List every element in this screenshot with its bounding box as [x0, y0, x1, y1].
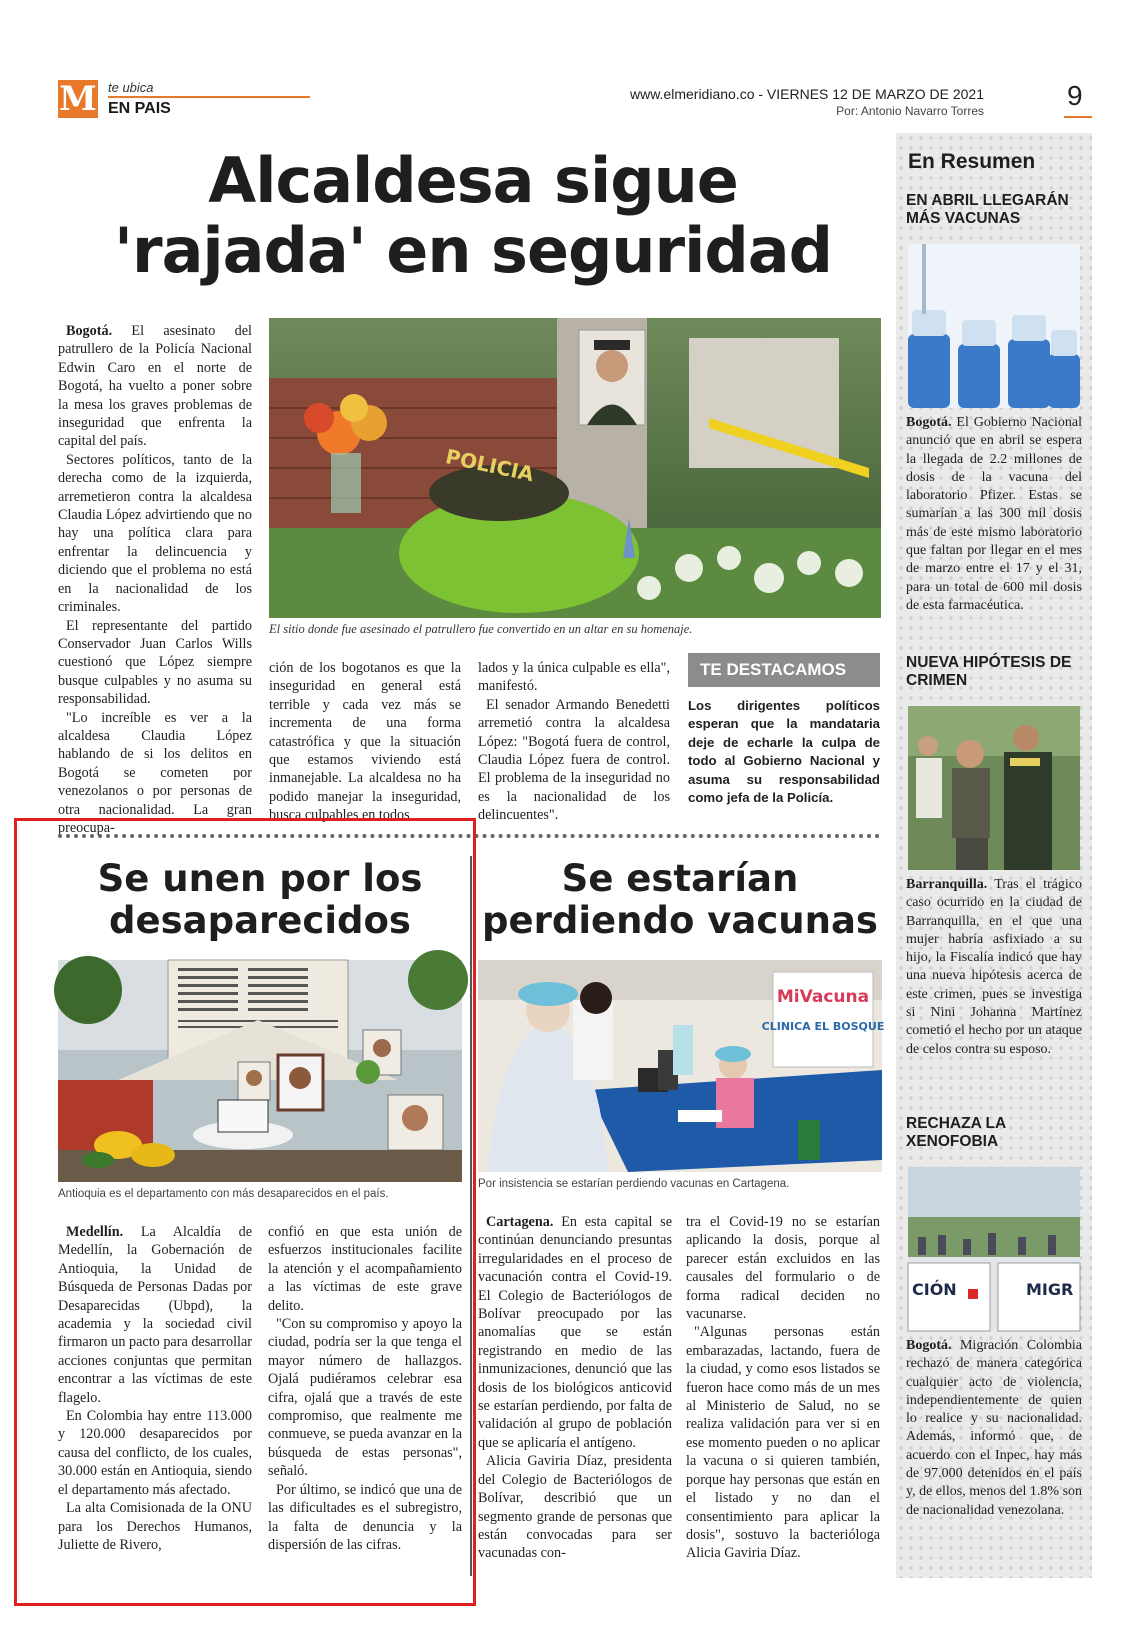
sidebar-crime-photo [908, 706, 1080, 870]
main-col1-paragraph-1: El asesinato del patrullero de la Policía Nacional Edwin Caro en el norte de Bogotá, ha vuelto a poner sobre la mesa los graves problemas de inseguridad que enfrenta la capital del país. [58, 323, 252, 450]
vacunas-col2-paragraph-1: tra el Covid-19 no se estarían aplicando la dosis, porque al parecer están excluidos en las causales del formulario o de forma radical deciden no vacunarse. [686, 1214, 880, 1323]
section-tagline: te ubica [108, 80, 154, 95]
sidebar-item2-dateline: Barranquilla. [906, 877, 988, 892]
vacunas-column-2 [686, 1213, 880, 1579]
desaparecidos-col1-paragraph-3: La alta Comisionada de la ONU para los Derechos Humanos, Juliette de Rivero, [58, 1500, 252, 1553]
sidebar-item2-text [906, 876, 1082, 1059]
sidebar-vaccine-photo [908, 244, 1080, 408]
vacunas-dateline: Cartagena. [486, 1214, 554, 1230]
sidebar-item3-heading: RECHAZA LA XENOFOBIA [906, 1115, 1006, 1150]
sidebar-item2-heading: NUEVA HIPÓTESIS DE CRIMEN [906, 654, 1072, 689]
newspaper-logo: M [59, 79, 97, 119]
sidebar-item2-body: Tras el trágico caso ocurrido en la ciudad de Barranquilla, en el que una mujer habría asfixiado a su hijo, la Fiscalía indicó que hay una nueva hipótesis acerca de este crimen, pues se investiga si Nini Johanna Martínez cometió el hecho por un ataque de celos contra su esposo. [906, 877, 1083, 1057]
police-arrest-illustration [908, 706, 1080, 870]
site-and-date: www.elmeridiano.co - VIERNES 12 DE MARZO DE 2021 [629, 86, 984, 102]
vacunas-col2-paragraph-2: "Algunas personas están embarazadas, lactando, fuera de la ciudad, y como esos listados se fueron hace como más de un mes al Ministerio de Salud, no se realiza validación para ver si en ese momento pueden o no aplicar la vacuna o si quieren también, porque hay personas que están en el listado y no dan el consentimiento para aplicar la dosis", sostuvo la bacterióloga Alicia Gaviria Díaz. [686, 1324, 880, 1562]
desaparecidos-col2-paragraph-3: Por último, se indicó que una de las dificultades es el subregistro, la falta de denuncia y la dispersión de las cifras. [268, 1481, 462, 1553]
desaparecidos-column-1 [58, 1223, 252, 1579]
desaparecidos-photo [58, 960, 462, 1182]
desaparecidos-col1-paragraph-2: En Colombia hay entre 113.000 y 120.000 desaparecidos por causa del conflicto, de los cuales, 30.000 están en Antioquia, siendo el departamento más afectado. [58, 1408, 252, 1498]
vaccine-vials-illustration [908, 244, 1080, 408]
desaparecidos-col2-paragraph-2: "Con su compromiso y apoyo la ciudad, podría ser la que tenga el mayor número de hallazgos. Ojalá pudiéramos celebrar esa cifra, ojalá que a través de este compromiso, que realmente me conmueve, se pueda avanzar en la búsqueda de estas personas", señaló. [268, 1316, 462, 1480]
sidebar-item3-text [906, 1337, 1082, 1520]
desaparecidos-photo-caption: Antioquia es el departamento con más desaparecidos en el país. [58, 1188, 389, 1200]
highlight-title: TE DESTACAMOS [688, 653, 880, 687]
desaparecidos-headline [58, 858, 462, 942]
main-col3-paragraph-2: El senador Armando Benedetti arremetió contra la alcaldesa López: "Bogotá fuera de control, Claudia López fuera de control. El problema de la inseguridad no es la nacionalidad de los delincuentes". [478, 696, 670, 824]
vacunas-col1-paragraph-2: Alicia Gaviria Díaz, presidenta del Colegio de Bacteriólogos de Bolívar, describió que un segmento grande de personas que están convocadas para ser vacunadas con- [478, 1453, 672, 1562]
section-rule [108, 96, 310, 98]
helmet-text: POLICIA [443, 444, 536, 487]
vacunas-headline-line1: Se estarían [561, 857, 799, 900]
sidebar-item1-text [906, 414, 1082, 615]
sidebar-migration-photo [908, 1167, 1080, 1331]
sidebar-item1-body: El Gobierno Nacional anunció que en abril se espera la llegada de 2.2 millones de dosis de la vacuna del laboratorio Pfizer. Estas se sumarían a las 300 mil dosis más de este mismo laboratorio que faltan por llegar en el mes de marzo entre el 17 y el 31, para un total de 600 mil dosis de esta farmacéutica. [906, 415, 1082, 613]
main-article-column-1 [58, 322, 252, 836]
author-byline: Por: Antonio Navarro Torres [836, 104, 984, 118]
section-name: EN PAIS [108, 100, 171, 117]
sign-right-text: MIGR [1026, 1280, 1074, 1299]
banner-line1: MiVacuna [776, 987, 870, 1007]
desaparecidos-col2-paragraph-1: confió en que esta unión de esfuerzos institucionales facilite la atención y el acompañamiento a las víctimas de este grave delito. [268, 1224, 462, 1314]
banner-line2: CLINICA EL BOSQUE [761, 1020, 885, 1033]
migration-office-illustration [908, 1167, 1080, 1331]
main-col1-paragraph-2: Sectores políticos, tanto de la derecha como de la izquierda, arremetieron contra la alcaldesa Claudia López advirtiendo que no hay una política clara para enfrentar la delincuencia y diciendo que el problema no está en la nacionalidad de los criminales. [58, 451, 252, 616]
sidebar-title: En Resumen [908, 150, 1036, 173]
sidebar-item1-dateline: Bogotá. [906, 415, 952, 430]
main-article-column-3 [478, 659, 670, 824]
sidebar-item1-heading: EN ABRIL LLEGARÁN MÁS VACUNAS [906, 192, 1069, 227]
sign-left-text: CIÓN [912, 1280, 957, 1299]
page-number-rule [1064, 116, 1092, 118]
altar-photo-illustration [269, 318, 881, 618]
main-col2-paragraph-1: ción de los bogotanos es que la inseguridad en general está terrible y cada vez más se incrementa de una forma catastrófica y que la situación que estamos viviendo está inmanejable. La alcaldesa no ha podido manejar la inseguridad, busca culpables en todos [269, 660, 461, 824]
highlight-text: Los dirigentes políticos esperan que la mandataria deje de echarle la culpa de todo al Gobierno Nacional y asuma su responsabilidad como jefa de la Policía. [688, 698, 880, 806]
column-separator [470, 856, 472, 1576]
vaccination-photo-illustration [478, 960, 885, 1172]
vacunas-headline [478, 858, 882, 942]
page-number: 9 [1067, 80, 1083, 111]
altar-photo-caption: El sitio donde fue asesinado el patrullero fue convertido en un altar en su homenaje. [269, 622, 693, 636]
main-col1-paragraph-3: El representante del partido Conservador Juan Carlos Wills cuestionó que López siempre busque culpables y no asuma su responsabilidad. [58, 617, 252, 708]
main-headline [58, 146, 888, 286]
desaparecidos-headline-line2: desaparecidos [109, 899, 411, 942]
main-headline-line1: Alcaldesa sigue [208, 144, 738, 217]
vacunas-headline-line2: perdiendo vacunas [482, 899, 878, 942]
main-headline-line2: 'rajada' en seguridad [114, 214, 832, 287]
main-article-column-2 [269, 659, 461, 824]
vacunas-column-1 [478, 1213, 672, 1579]
altar-photo [269, 318, 881, 618]
desaparecidos-col1-paragraph-1: La Alcaldía de Medellín, la Gobernación de Antioquia, la Unidad de Búsqueda de Personas Dadas por Desaparecidas (Ubpd), la academia y la sociedad civil firmaron un pacto para desarrollar acciones conjuntas que permitan encontrar a las víctimas de este flagelo. [58, 1224, 252, 1406]
main-dateline: Bogotá. [66, 323, 113, 339]
main-col3-paragraph-1: lados y la única culpable es ella", manifestó. [478, 660, 670, 695]
vacunas-col1-paragraph-1: En esta capital se continúan denunciando presuntas irregularidades en el proceso de vacunación contra el Covid-19. El Colegio de Bacteriólogos de Bolívar preocupado por las anomalías que se están registrando en medio de las inmunizaciones, denunció que las dosis de los biológicos anticovid se estarían perdiendo, por falta de validación al grupo de población que se aplicaría el antígeno. [478, 1214, 673, 1451]
main-col1-paragraph-4: "Lo increíble es ver a la alcaldesa Claudia López hablando de si los delitos en Bogotá se cometen por venezolanos o por personas de otra nacionalidad. La gran preocupa- [58, 709, 252, 836]
sidebar-item3-body: Migración Colombia rechazó de manera categórica cualquier acto de violencia, independientemente de quien lo realice y su nacionalidad. Además, informó que, de acuerdo con el Inpec, hay más de 97.000 detenidos en el país y, de ellos, menos del 1.8% son de nacionalidad venezolana. [906, 1338, 1083, 1518]
desaparecidos-column-2 [268, 1223, 462, 1579]
sidebar-item3-dateline: Bogotá. [906, 1338, 952, 1353]
vacunas-photo-caption: Por insistencia se estarían perdiendo vacunas en Cartagena. [478, 1178, 790, 1190]
vacunas-photo [478, 960, 885, 1172]
desaparecidos-headline-line1: Se unen por los [97, 857, 423, 900]
memorial-photo-illustration [58, 960, 462, 1182]
desaparecidos-dateline: Medellín. [66, 1224, 124, 1240]
